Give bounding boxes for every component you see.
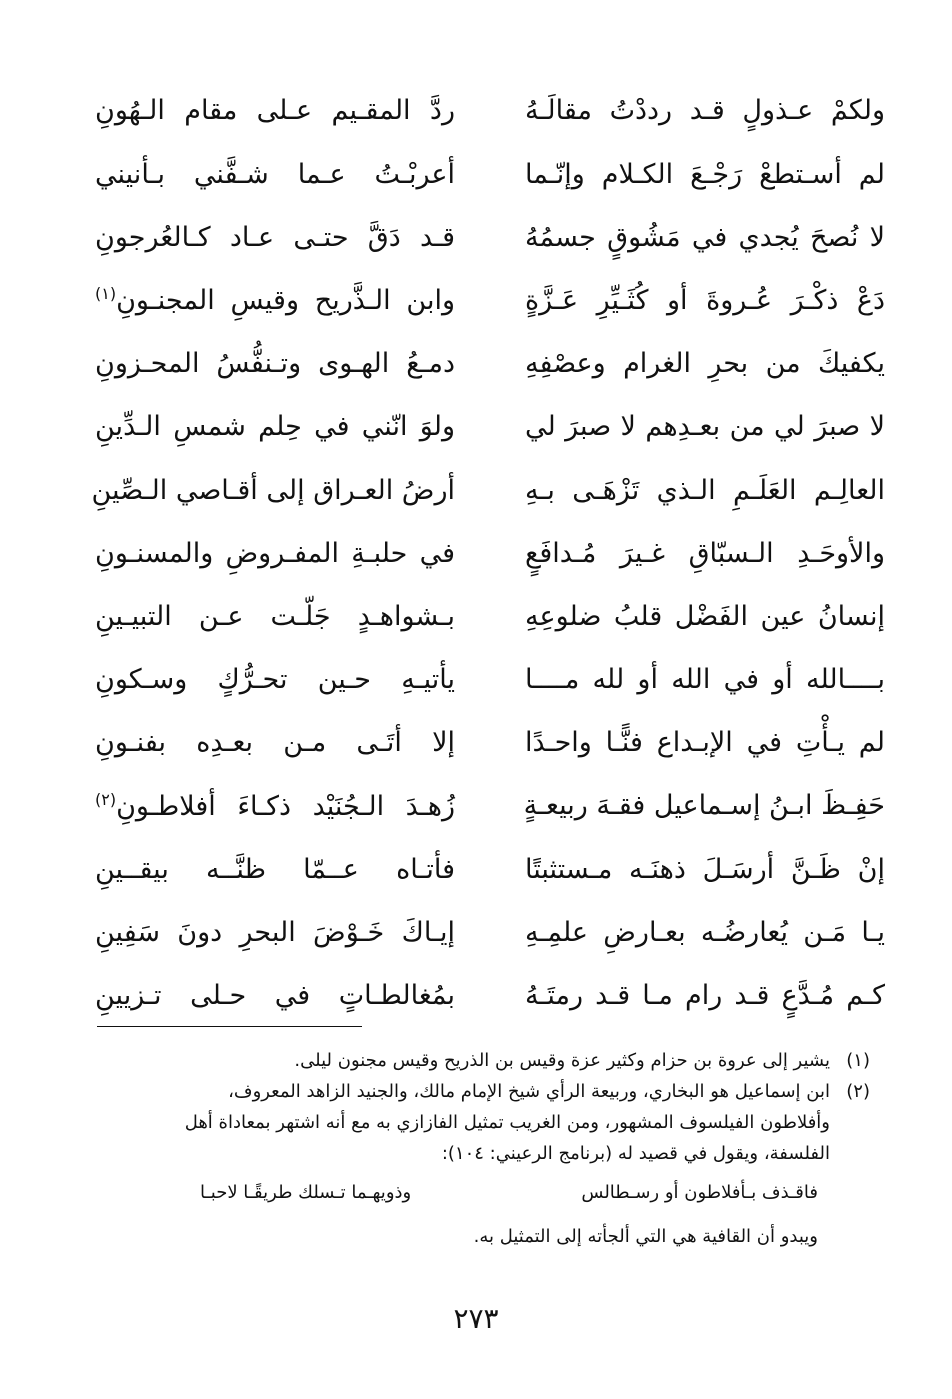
verse	[95, 838, 885, 901]
footnote-separator	[97, 1026, 362, 1027]
verse-second-hemistich	[95, 284, 455, 317]
verse-first-hemistich: لم أسـتطعْ رَجْـعَ الكـلام وإنّـما	[525, 158, 885, 190]
footnote-2	[90, 1076, 870, 1252]
verse-first-hemistich: يكفيكَ من بحرِ الغرام وعصْفِهِ	[525, 348, 885, 380]
verse	[95, 901, 885, 964]
verse	[95, 206, 885, 269]
verse-first-hemistich: لا صبرَ لي من بعـدِهم لا صبرَ لي	[525, 411, 885, 443]
verse-first-hemistich: إنسانُ عين الفَضْل قلبُ ضلوعِهِ	[525, 600, 885, 632]
footnote-1	[90, 1045, 870, 1076]
verse-second-hemistich: ولوَ انّني في حِلم شمسِ الـدِّينِ	[95, 411, 455, 443]
footnote-line: وأفلاطون الفيلسوف المشهور، ومن الغريب تمثيل الفازازي به مع أنه اشتهر بمعاداة أهل	[184, 1112, 830, 1133]
verse	[95, 649, 885, 712]
page-number: ٢٧٣	[453, 1302, 499, 1335]
verse-first-hemistich: ولكمْ عـذولٍ قـد رددْتُ مقالَـهُ	[525, 95, 885, 127]
verse-second-hemistich: أعربْـتُ عـما شـفَّني بـأنيني	[95, 158, 455, 190]
verse	[95, 396, 885, 459]
verse	[95, 270, 885, 333]
verse-text: زُهـدَ الـجُنَيْد ذكـاءَ أفلاطـونِ	[116, 790, 455, 822]
quoted-second-hemistich: وذويهـما تـسلك طريقًـا لاحبـا	[200, 1182, 412, 1203]
verse-second-hemistich: أرضُ العـراق إلى أقـاصي الـصِّينِ	[91, 474, 455, 506]
verse-second-hemistich: بـشواهـدٍ جَلّـت عـن التبيـينِ	[95, 600, 455, 632]
footnotes	[90, 1045, 870, 1252]
verse-second-hemistich: يأتيـهِ حـين تحـرُّكٍ وسـكونِ	[95, 664, 455, 696]
verse-first-hemistich: دَعْ ذكْـرَ عُـروةَ أو كُثَـيِّرِ عَـزَّةٍ	[525, 284, 885, 316]
verse	[95, 143, 885, 206]
verse-second-hemistich	[95, 790, 455, 823]
verse-first-hemistich: لم يـأْتِ في الإبـداع فنًّـا واحـدًا	[525, 727, 885, 759]
verse	[91, 459, 885, 522]
footnote-reference[interactable]: (٢)	[95, 789, 117, 809]
verse-first-hemistich: يـا مَـن يُعارضُـه بعـارضِ علمِـهِ	[525, 916, 885, 948]
footnote-reference[interactable]: (١)	[95, 284, 117, 304]
quoted-verse	[90, 1179, 870, 1207]
quoted-first-hemistich: فاقـذف بـأفلاطون أو رسـطالس	[581, 1182, 818, 1203]
verse-second-hemistich: بمُغالطـاتٍ في حـلى تـزيينِ	[95, 980, 455, 1012]
verse	[95, 965, 885, 1028]
verse	[95, 712, 885, 775]
verse	[95, 333, 885, 396]
verse-first-hemistich: حَفِـظَ ابـنُ إسـماعيل فقـهَ ربيعـةٍ	[523, 790, 885, 822]
verse-second-hemistich: ردَّ المقـيم عـلى مقام الـهُونِ	[95, 95, 455, 127]
footnote-line	[90, 1076, 870, 1107]
footnote-number: (١)	[846, 1050, 870, 1071]
verse-second-hemistich: في حلبـةِ المفـروضِ والمسنـونِ	[95, 537, 455, 569]
verse-second-hemistich: فأتـاه عــمّا ظنَّــه بيقــينِ	[95, 853, 455, 885]
footnote-number: (٢)	[846, 1081, 870, 1102]
footnote-line: الفلسفة، ويقول في قصيد له (برنامج الرعيني: ١٠٤):	[441, 1143, 830, 1164]
footnote-text: يشير إلى عروة بن حزام وكثير عزة وقيس بن الذريح وقيس مجنون ليلى.	[294, 1050, 830, 1071]
verse-first-hemistich: العالِـم العَلَـمِ الـذي تَزْهَـى بـهِ	[525, 474, 885, 506]
footnote-line: ويبدو أن القافية هي التي ألجأته إلى التمثيل به.	[473, 1226, 818, 1247]
verse-first-hemistich: لا نُصحَ يُجدي في مَشُوقٍ جسمُهُ	[525, 221, 885, 253]
verse-first-hemistich: بــــالله أو في الله أو لله مــــا	[525, 664, 885, 696]
poem	[91, 80, 885, 1028]
verse-first-hemistich: كـم مُـدَّعٍ قـد رام مـا قـد رمتَـهُ	[525, 980, 885, 1012]
verse-first-hemistich: إنْ ظَـنَّ أرسَـلَ ذهنَـه مـستثبتًا	[525, 853, 885, 885]
verse-text: وابن الـذَّريح وقيسِ المجنـونِ	[116, 285, 455, 317]
verse	[95, 586, 885, 649]
verse-second-hemistich: إيـاكَ خَـوْضَ البحرِ دونَ سَفِينِ	[95, 916, 455, 948]
verse	[95, 775, 885, 838]
footnote-text: ابن إسماعيل هو البخاري، وربيعة الرأي شيخ الإمام مالك، والجنيد الزاهد المعروف،	[228, 1081, 830, 1102]
verse-second-hemistich: قـد دَقَّ حتـى عـاد كـالعُرجونِ	[95, 221, 455, 253]
verse	[95, 80, 885, 143]
verse-second-hemistich: إلا أتَـى مـن بعـدِه بفنـونِ	[95, 727, 455, 759]
verse-first-hemistich: والأوحَـدِ الـسبّاقِ غـيرَ مُـدافَعٍ	[525, 537, 885, 569]
verse	[95, 522, 885, 585]
verse-second-hemistich: دمـعُ الهـوى وتـنفُّسُ المحـزونِ	[95, 348, 455, 380]
